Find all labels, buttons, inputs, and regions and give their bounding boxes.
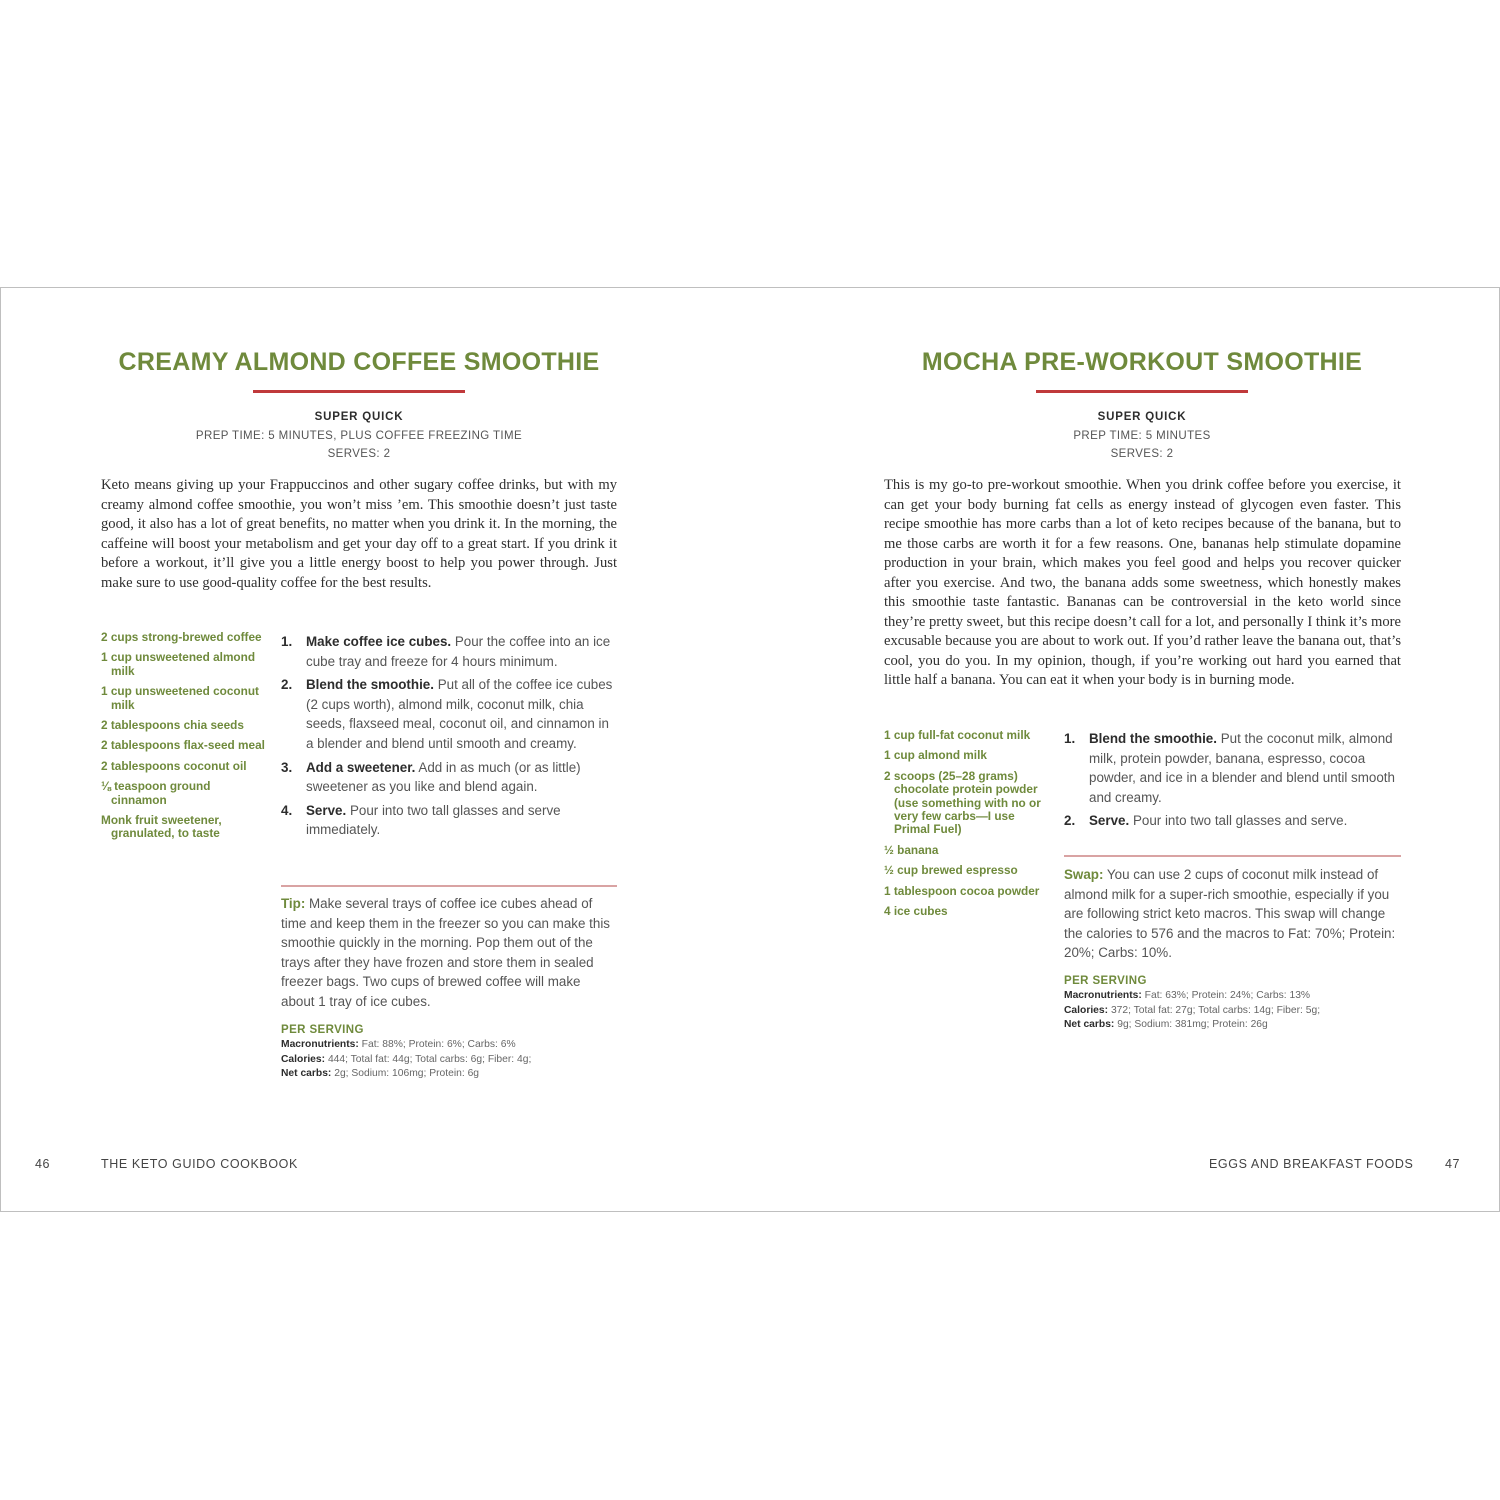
ingredient-list: [101, 631, 266, 848]
step-lead: Serve.: [306, 802, 347, 818]
recipe-title: MOCHA PRE-WORKOUT SMOOTHIE: [921, 348, 1363, 376]
step-text: Add in as much (or as little) sweetener as you like and blend again.: [306, 759, 581, 795]
ingredient-item: 1 cup unsweetened almond milk: [101, 650, 256, 678]
step-number: 1.: [1064, 731, 1076, 746]
step-text: Pour the coffee into an ice cube tray and freeze for 4 hours minimum.: [306, 634, 611, 669]
running-head: THE KETO GUIDO COOKBOOK: [101, 1157, 298, 1171]
title-underline: [1036, 390, 1248, 393]
per-serving-box: [1064, 974, 1401, 1033]
super-quick-badge: SUPER QUICK: [314, 411, 404, 423]
swap-note: [1064, 865, 1401, 963]
step-number: 1.: [281, 634, 293, 649]
recipe-intro: This is my go-to pre-workout smoothie. When you drink coffee before you exercise, it can get your body burning fat cells as energy instead of glycogen even faster. This recipe smoothie has more carbs than a lot of keto recipes because of the banana, but to me those carbs are worth it for a few reasons. One, bananas help stimulate dopamine production in your brain, which makes you feel good and helps you recover quicker after you exercise. And two, the banana adds some sweetness, which honestly makes this smoothie taste fantastic. Bananas can be controversial in the keto world since they’re pretty sweet, but this recipe doesn’t call for a lot, and personally I think it’s more excusable because you are about to work out. If you’d rather leave the banana out, that’s cool, you do you. In my opinion, though, if you’re working out hard you earned that little half a banana. You can eat it when your body is in burning mode.: [884, 477, 1401, 688]
instruction-step: [281, 801, 617, 840]
tip-text: Make several trays of coffee ice cubes ahead of time and keep them in the freezer so you can make this smoothie quickly in the morning. Pop them out of the trays after they have frozen and store them in sealed freezer bags. Two cups of brewed coffee will make about 1 tray of ice cubes.: [281, 896, 610, 1009]
calories-label: Calories:: [281, 1053, 326, 1065]
tip-divider: [281, 885, 617, 887]
ingredient-item: 4 ice cubes: [884, 904, 948, 919]
step-text: Put the coconut milk, almond milk, protein powder, banana, espresso, cocoa powder, and ice in a blender and blend until smooth and creamy.: [1089, 731, 1395, 805]
swap-label: Swap:: [1064, 867, 1104, 882]
net-carbs-line: [281, 1067, 617, 1082]
net-carbs-label: Net carbs:: [281, 1068, 332, 1079]
ingredient-item: 2 tablespoons coconut oil: [101, 758, 247, 773]
instruction-step: [281, 675, 617, 753]
ingredient-item: 1 tablespoon cocoa powder: [884, 883, 1040, 898]
ingredient-item: 2 tablespoons flax-seed meal: [101, 738, 265, 753]
instruction-step: [281, 632, 617, 671]
calories-line: [1064, 1004, 1401, 1019]
recipe-meta: [101, 408, 617, 464]
macro-label: Macronutrients:: [281, 1039, 359, 1050]
instruction-list: [1064, 729, 1401, 835]
prep-time: PREP TIME: 5 MINUTES: [1073, 429, 1211, 442]
left-page: [1, 288, 751, 1211]
instruction-step: [1064, 729, 1401, 807]
step-lead: Add a sweetener.: [306, 759, 416, 775]
instruction-list: [281, 632, 617, 844]
step-number: 2.: [281, 677, 293, 693]
ingredient-item: ½ banana: [884, 842, 939, 857]
ingredient-item: 1 cup almond milk: [884, 748, 987, 763]
step-text: Pour into two tall glasses and serve.: [1129, 813, 1348, 829]
recipe-intro: Keto means giving up your Frappuccinos and other sugary coffee drinks, but with my creamy almond coffee smoothie, you won’t miss ’em. This smoothie doesn’t just taste good, it also has a lot of great benefits, no matter when you drink it. In the morning, the caffeine will boost your metabolism and get your day off to a great start. If you drink it before a workout, it’ll give you a little energy boost to help you power through. Just make sure to use good-quality coffee for the best results.: [101, 477, 617, 591]
ingredient-item: 2 tablespoons chia seeds: [101, 718, 244, 733]
step-lead: Make coffee ice cubes.: [306, 634, 452, 649]
page-number: 47: [1445, 1157, 1461, 1171]
per-serving-header: PER SERVING: [281, 1024, 364, 1036]
ingredient-item: ⅛ teaspoon ground cinnamon: [101, 779, 211, 807]
step-lead: Blend the smoothie.: [1089, 731, 1217, 746]
per-serving-header: PER SERVING: [1064, 975, 1147, 987]
step-number: 2.: [1064, 813, 1076, 829]
per-serving-box: [281, 1023, 617, 1082]
running-head: EGGS AND BREAKFAST FOODS: [1209, 1157, 1414, 1171]
tip-note: [281, 894, 617, 1012]
ingredient-item: 2 cups strong-brewed coffee: [101, 630, 262, 644]
ingredient-item: Monk fruit sweetener, granulated, to taste: [101, 813, 222, 841]
ingredient-item: 1 cup unsweetened coconut milk: [101, 684, 259, 712]
calories-line: [281, 1053, 617, 1068]
prep-time: PREP TIME: 5 MINUTES, PLUS COFFEE FREEZING TIME: [195, 429, 523, 442]
serves: SERVES: 2: [327, 448, 391, 460]
macronutrients-line: [281, 1038, 617, 1053]
page-number: 46: [35, 1157, 51, 1171]
serves: SERVES: 2: [1110, 448, 1174, 460]
recipe-title: CREAMY ALMOND COFFEE SMOOTHIE: [118, 348, 600, 376]
net-carbs-line: [1064, 1018, 1401, 1033]
instruction-step: [1064, 811, 1401, 831]
super-quick-badge: SUPER QUICK: [1097, 411, 1187, 423]
tip-label: Tip:: [281, 896, 306, 911]
calories-value: 372; Total fat: 27g; Total carbs: 14g; Fiber: 5g;: [1108, 1004, 1321, 1016]
macro-value: Fat: 88%; Protein: 6%; Carbs: 6%: [358, 1039, 516, 1050]
step-text: Pour into two tall glasses and serve immediately.: [306, 802, 561, 838]
calories-label: Calories:: [1064, 1004, 1109, 1016]
ingredient-item: 1 cup full-fat coconut milk: [884, 728, 1031, 742]
macronutrients-line: [1064, 989, 1401, 1004]
ingredient-item: 2 scoops (25–28 grams) chocolate protein powder (use something with no or very few carbs—I use Primal Fuel): [884, 768, 1041, 837]
step-lead: Serve.: [1089, 813, 1130, 829]
macro-value: Fat: 63%; Protein: 24%; Carbs: 13%: [1141, 990, 1311, 1001]
right-page: [751, 288, 1500, 1211]
step-number: 3.: [281, 759, 293, 775]
title-underline: [253, 390, 465, 393]
net-carbs-value: 9g; Sodium: 381mg; Protein: 26g: [1114, 1019, 1268, 1030]
ingredient-list: [884, 729, 1049, 925]
net-carbs-label: Net carbs:: [1064, 1019, 1115, 1030]
net-carbs-value: 2g; Sodium: 106mg; Protein: 6g: [331, 1068, 480, 1079]
calories-value: 444; Total fat: 44g; Total carbs: 6g; Fiber: 4g;: [325, 1053, 532, 1065]
swap-text: You can use 2 cups of coconut milk instead of almond milk for a super-rich smoothie, especially if you are following strict keto macros. This swap will change the calories to 576 and the macros to Fat: 70%; Protein: 20%; Carbs: 10%.: [1064, 867, 1396, 961]
step-lead: Blend the smoothie.: [306, 677, 434, 693]
step-number: 4.: [281, 802, 293, 818]
instruction-step: [281, 758, 617, 797]
swap-divider: [1064, 855, 1401, 857]
book-spread: [0, 287, 1500, 1212]
ingredient-item: ½ cup brewed espresso: [884, 863, 1018, 878]
step-text: Put all of the coffee ice cubes (2 cups worth), almond milk, coconut milk, chia seeds, flaxseed meal, coconut oil, and cinnamon in a blender and blend until smooth and creamy.: [306, 677, 613, 751]
recipe-meta: [884, 408, 1400, 464]
macro-label: Macronutrients:: [1064, 990, 1142, 1001]
